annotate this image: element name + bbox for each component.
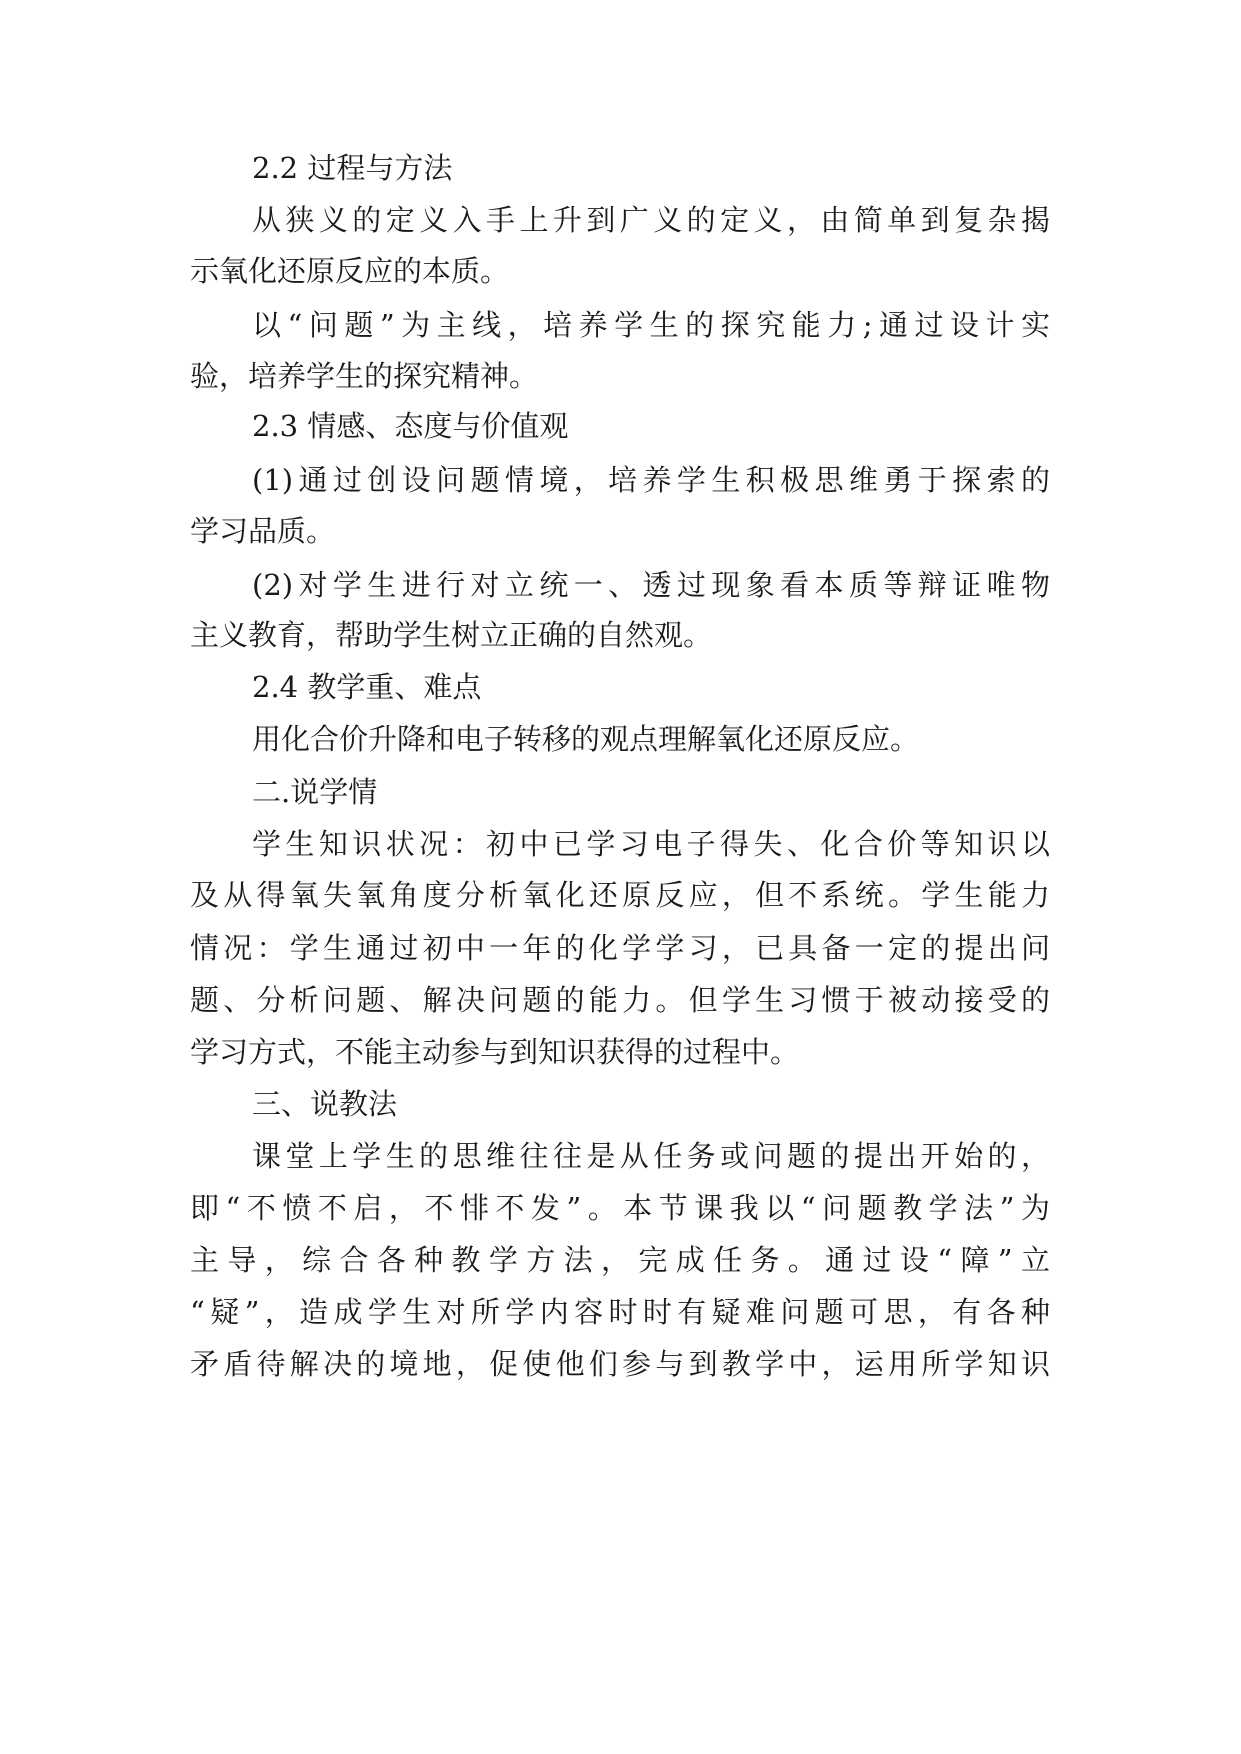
paragraph-line: 主义教育，帮助学生树立正确的自然观。 (190, 618, 713, 652)
paragraph-line: 学生知识状况：初中已学习电子得失、化合价等知识以 (252, 827, 1050, 861)
paragraph-line: 示氧化还原反应的本质。 (190, 254, 510, 288)
paragraph-line: 学习方式，不能主动参与到知识获得的过程中。 (190, 1035, 800, 1069)
paragraph-line: 以“问题”为主线，培养学生的探究能力;通过设计实 (252, 308, 1050, 342)
section-heading-learning-situation: 二.说学情 (252, 775, 378, 809)
paragraph-line: 情况：学生通过初中一年的化学学习，已具备一定的提出问 (190, 931, 1050, 965)
paragraph-line: 学习品质。 (190, 514, 336, 548)
heading-2-4: 2.4 教学重、难点 (252, 670, 482, 704)
section-heading-teaching-method: 三、说教法 (252, 1087, 398, 1121)
paragraph-line: (2)对学生进行对立统一、透过现象看本质等辩证唯物 (252, 568, 1050, 602)
paragraph-line: 用化合价升降和电子转移的观点理解氧化还原反应。 (252, 722, 920, 756)
paragraph-line: 主导，综合各种教学方法，完成任务。通过设“障”立 (190, 1243, 1050, 1277)
paragraph-line: “疑”，造成学生对所学内容时时有疑难问题可思，有各种 (190, 1295, 1050, 1329)
heading-2-2: 2.2 过程与方法 (252, 151, 453, 185)
paragraph-line: 课堂上学生的思维往往是从任务或问题的提出开始的， (252, 1139, 1050, 1173)
paragraph-line: 即“不愤不启，不悱不发”。本节课我以“问题教学法”为 (190, 1191, 1050, 1225)
paragraph-line: (1)通过创设问题情境，培养学生积极思维勇于探索的 (252, 463, 1050, 497)
paragraph-line: 验，培养学生的探究精神。 (190, 359, 539, 393)
heading-2-3: 2.3 情感、态度与价值观 (252, 409, 569, 443)
paragraph-line: 从狭义的定义入手上升到广义的定义，由简单到复杂揭 (252, 203, 1050, 237)
paragraph-line: 及从得氧失氧角度分析氧化还原反应，但不系统。学生能力 (190, 878, 1050, 912)
paragraph-line: 题、分析问题、解决问题的能力。但学生习惯于被动接受的 (190, 983, 1050, 1017)
paragraph-line: 矛盾待解决的境地，促使他们参与到教学中，运用所学知识 (190, 1347, 1050, 1381)
